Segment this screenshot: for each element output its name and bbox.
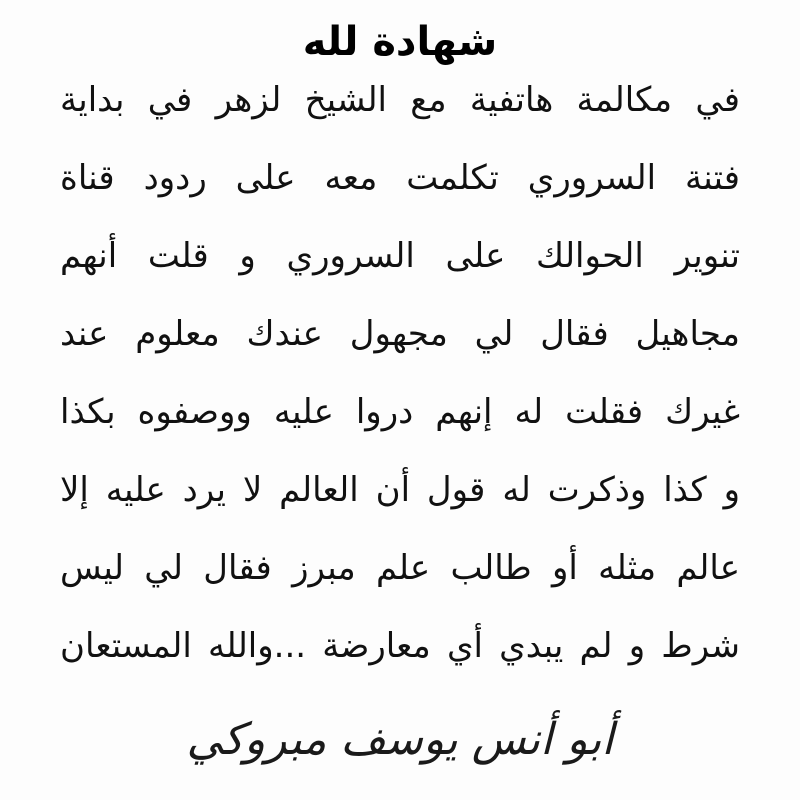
- document-title: شهادة لله: [302, 19, 498, 65]
- body-line-1: في مكالمة هاتفية مع الشيخ لزهر في بداية: [60, 80, 740, 120]
- body-line-4: مجاهيل فقال لي مجهول عندك معلوم عند: [60, 314, 740, 354]
- body-line-8: شرط و لم يبدي أي معارضة ...والله المستعان: [60, 626, 740, 666]
- signature: أبو أنس يوسف مبروكي: [186, 714, 614, 765]
- body-line-2: فتنة السروري تكلمت معه على ردود قناة: [60, 158, 740, 198]
- document-body: [60, 72, 740, 696]
- body-line-3: تنوير الحوالك على السروري و قلت أنهم: [60, 236, 740, 276]
- body-line-5: غيرك فقلت له إنهم دروا عليه ووصفوه بكذا: [60, 392, 740, 432]
- body-line-7: عالم مثله أو طالب علم مبرز فقال لي ليس: [60, 548, 740, 588]
- body-line-6: و كذا وذكرت له قول أن العالم لا يرد عليه إلا: [60, 470, 740, 510]
